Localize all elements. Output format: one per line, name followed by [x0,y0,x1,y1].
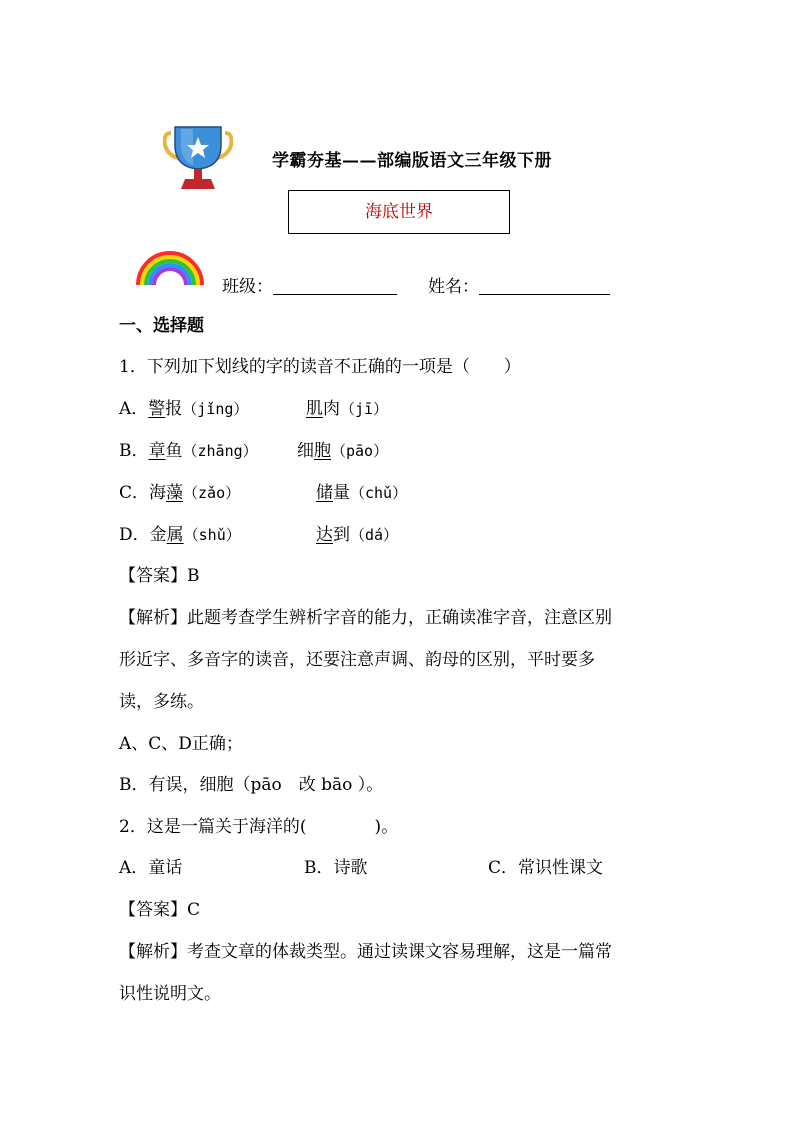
q2-option-c: C．常识性课文 [488,858,604,878]
q1-note-2: B．有误，细胞（pāo 改 bāo ）。 [119,775,384,795]
q1-note-1: A、C、D正确； [119,734,243,754]
q1-option-a: A．警报（jǐng） [119,399,249,419]
name-blank[interactable] [479,276,610,295]
name-field [428,272,610,297]
q1-answer: 【答案】B [119,566,200,586]
class-blank[interactable] [273,276,397,295]
q2-analysis-line-2: 识性说明文。 [119,984,221,1004]
question-1-stem: 1．下列加下划线的字的读音不正确的一项是（ ） [119,357,521,377]
name-label: 姓名： [428,277,479,297]
q2-analysis-line-1: 【解析】考查文章的体裁类型。通过读课文容易理解，这是一篇常 [119,942,612,962]
lesson-title: 海底世界 [365,202,433,222]
q1-option-c-second: 储量（chǔ） [316,483,408,503]
q1-analysis-line-2: 形近字、多音字的读音，还要注意声调、韵母的区别，平时要多 [119,650,595,670]
q2-option-b: B．诗歌 [304,858,368,878]
q1-option-a-second: 肌肉（jī） [306,399,389,419]
q2-answer: 【答案】C [119,900,201,920]
q1-option-b-second: 细胞（pāo） [297,441,389,461]
question-2-stem: 2．这是一篇关于海洋的( )。 [119,817,399,837]
class-label: 班级： [222,277,273,297]
q1-option-d-second: 达到（dá） [316,525,399,545]
class-field [222,272,397,297]
trophy-icon [163,125,233,191]
q1-analysis-line-3: 读，多练。 [119,692,204,712]
q1-option-b: B．章鱼（zhāng） [119,441,258,461]
q1-option-c: C．海藻（zǎo） [119,483,241,503]
q1-option-d: D．金属（shǔ） [119,525,241,545]
section-heading: 一、选择题 [119,316,204,336]
document-title: 学霸夯基——部编版语文三年级下册 [272,151,552,171]
lesson-title-box [288,190,510,234]
q1-analysis-line-1: 【解析】此题考查学生辨析字音的能力，正确读准字音，注意区别 [119,608,612,628]
rainbow-icon [134,247,206,287]
q2-option-a: A．童话 [119,858,183,878]
